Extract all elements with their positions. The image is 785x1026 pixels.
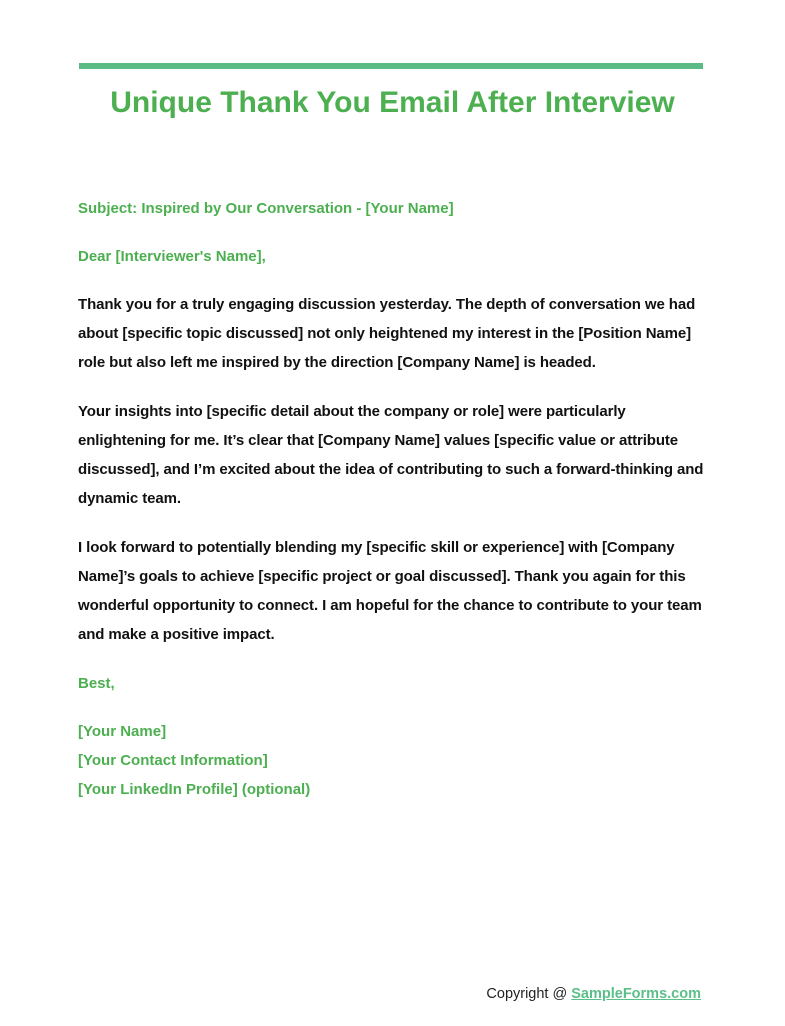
sampleforms-link[interactable]: SampleForms.com [571,986,701,1002]
body-paragraph: Thank you for a truly engaging discussion yesterday. The depth of conversation we had about [specific topic discussed] not only heightened my interest in the [Position Name] role but also left me inspired by the direction [Company Name] is headed. [78,296,696,371]
body-paragraph: I look forward to potentially blending my [specific skill or experience] with [Company Name]’s goals to achieve [specific project or goal discussed]. Thank you again for this wonderful opportunity to connect. I am hopeful for the chance to contribute to your team and make a positive impact. [78,539,702,643]
email-closing: Best, [78,675,115,692]
copyright-footer [486,986,701,1002]
email-body [78,194,710,804]
copyright-text: Copyright @ [486,986,572,1002]
signature-name: [Your Name] [78,723,167,740]
email-subject: Subject: Inspired by Our Conversation - [Your Name] [78,200,454,217]
email-greeting: Dear [Interviewer's Name], [78,248,266,265]
body-paragraph: Your insights into [specific detail about the company or role] were particularly enlightening for me. It’s clear that [Company Name] values [specific value or attribute discussed], and I’m excited about the idea of contributing to such a forward-thinking and dynamic team. [78,403,704,507]
signature-contact: [Your Contact Information] [78,752,268,769]
page-title: Unique Thank You Email After Interview [110,86,675,119]
signature-block [78,717,710,804]
signature-linkedin: [Your LinkedIn Profile] (optional) [78,781,311,798]
header-divider-bar [79,63,703,69]
